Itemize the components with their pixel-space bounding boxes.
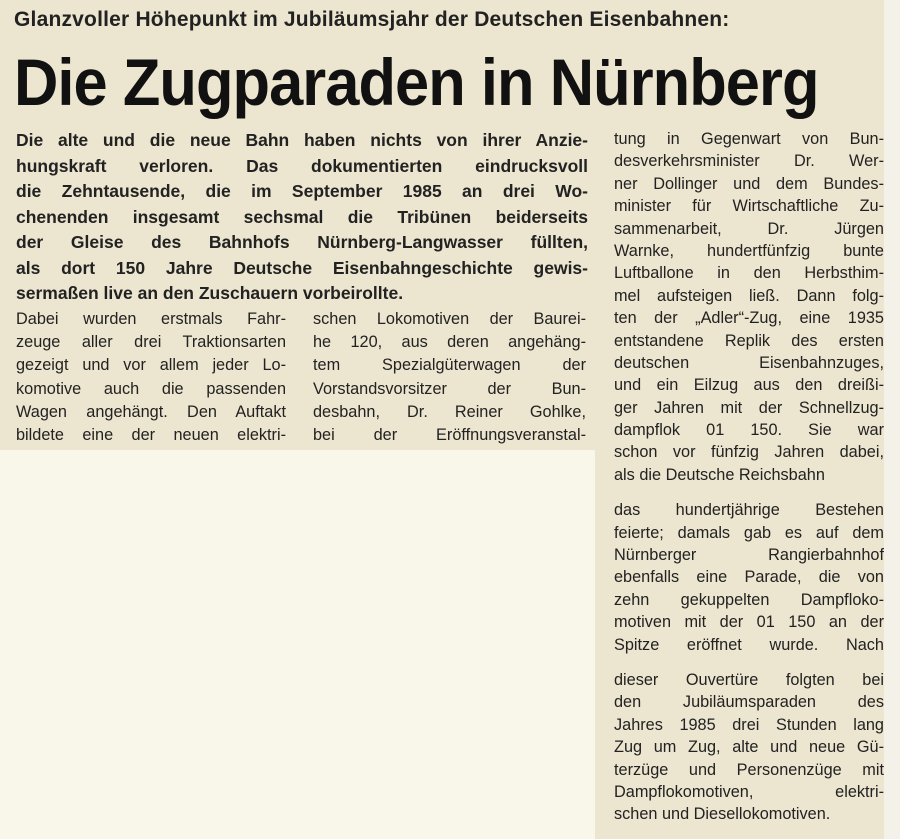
body-line: tem Spezialgüterwagen der: [313, 356, 586, 375]
body-line: motiven mit der 01 150 an der: [614, 613, 884, 632]
body-line: bei der Eröffnungsveranstal-: [313, 425, 586, 444]
body-line: terzüge und Personenzüge mit: [614, 760, 884, 779]
kicker-headline: Glanzvoller Höhepunkt im Jubiläumsjahr der Deutschen Eisenbahnen:: [14, 8, 730, 31]
body-line: und ein Eilzug aus den dreißi-: [614, 376, 884, 395]
body-line: he 120, aus deren angehäng-: [313, 333, 586, 352]
body-line: schen Lokomotiven der Baurei-: [313, 310, 586, 328]
body-line: Spitze eröffnet wurde. Nach: [614, 635, 884, 654]
body-line: desbahn, Dr. Reiner Gohlke,: [313, 402, 586, 421]
body-line: Zug um Zug, alte und neue Gü-: [614, 738, 884, 757]
body-line: zehn gekuppelten Dampfloko-: [614, 590, 884, 609]
body-line: Dabei wurden erstmals Fahr-: [16, 310, 286, 328]
body-column-3: [614, 128, 884, 826]
lead-line: hungskraft verloren. Das dokumentierten eindrucksvoll: [16, 155, 588, 176]
lead-line: der Gleise des Bahnhofs Nürnberg-Langwasser füllten,: [16, 232, 588, 252]
body-line: Nürnberger Rangierbahnhof: [614, 546, 884, 565]
body-line: schen und Diesellokomotiven.: [614, 805, 831, 824]
body-line: dieser Ouvertüre folgten bei: [614, 670, 884, 689]
body-line: mel aufsteigen ließ. Dann folg-: [614, 286, 884, 305]
body-line: Vorstandsvorsitzer der Bun-: [313, 379, 586, 398]
body-line: ebenfalls eine Parade, die von: [614, 568, 884, 587]
body-line: Wagen angehängt. Den Auftakt: [16, 402, 286, 421]
body-line: bildete eine der neuen elektri-: [16, 425, 286, 444]
body-line: den Jubiläumsparaden des: [614, 693, 884, 712]
body-line: komotive auch die passenden: [16, 379, 286, 398]
body-line: schon vor fünfzig Jahren dabei,: [614, 443, 884, 462]
body-line: ner Dollinger und dem Bundes-: [614, 174, 884, 193]
body-line: als die Deutsche Reichsbahn: [614, 465, 825, 484]
column-gap: [614, 486, 884, 499]
body-line: tung in Gegenwart von Bun-: [614, 130, 884, 148]
lead-line: als dort 150 Jahre Deutsche Eisenbahngeschichte gewis-: [16, 257, 588, 278]
body-line: Dampflokomotiven, elektri-: [614, 782, 884, 801]
body-column-1: [16, 308, 286, 447]
page-title: Die Zugparaden in Nürnberg: [14, 45, 819, 119]
lead-line: chenenden insgesamt sechsmal die Tribünen beiderseits: [16, 206, 588, 227]
body-line: ten der „Adler“-Zug, eine 1935: [614, 309, 884, 328]
body-column-2: [313, 308, 586, 447]
body-line: dampflok 01 150. Sie war: [614, 421, 884, 440]
body-line: zeuge aller drei Traktionsarten: [16, 333, 286, 352]
body-line: sammenarbeit, Dr. Jürgen: [614, 219, 884, 238]
body-line: gezeigt und vor allem jeder Lo-: [16, 356, 286, 375]
lead-paragraph: [16, 128, 588, 307]
body-line: desverkehrsminister Dr. Wer-: [614, 152, 884, 171]
body-line: das hundertjährige Bestehen: [614, 501, 884, 520]
column-gap: [614, 656, 884, 669]
body-line: Luftballone in den Herbsthim-: [614, 264, 884, 283]
body-line: minister für Wirtschaftliche Zu-: [614, 197, 884, 216]
paper-edge: [884, 0, 900, 839]
lead-line: die Zehntausende, die im September 1985 an drei Wo-: [16, 181, 588, 201]
body-line: deutschen Eisenbahnzuges,: [614, 353, 884, 372]
body-line: Warnke, hundertfünfzig bunte: [614, 241, 884, 260]
lead-line: Die alte und die neue Bahn haben nichts von ihrer Anzie-: [16, 130, 588, 150]
body-line: feierte; damals gab es auf dem: [614, 523, 884, 542]
body-line: entstandene Replik des ersten: [614, 331, 884, 350]
lead-line: sermaßen live an den Zuschauern vorbeirollte.: [16, 283, 404, 303]
body-line: ger Jahren mit der Schnellzug-: [614, 398, 884, 417]
body-line: Jahres 1985 drei Stunden lang: [614, 715, 884, 734]
